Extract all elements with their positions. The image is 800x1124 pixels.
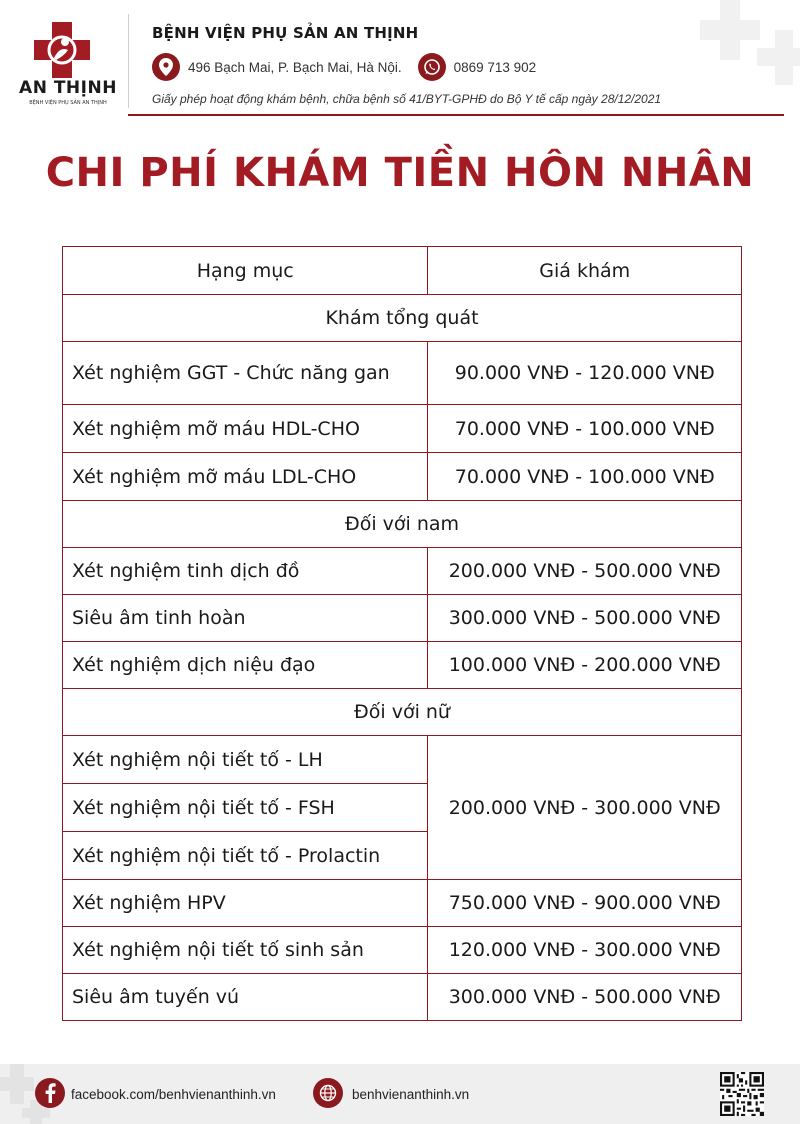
item-cell: Xét nghiệm mỡ máu HDL-CHO (63, 405, 428, 453)
price-table (62, 246, 742, 1021)
whatsapp-phone-icon (418, 53, 446, 81)
header-divider (128, 14, 129, 108)
qr-code-icon[interactable] (720, 1072, 764, 1116)
page-footer (0, 1064, 800, 1124)
price-cell: 120.000 VNĐ - 300.000 VNĐ (428, 927, 742, 974)
contact-row (152, 52, 536, 82)
section-title: Khám tổng quát (63, 295, 742, 342)
section-row (63, 501, 742, 548)
address-text: 496 Bạch Mai, P. Bạch Mai, Hà Nội. (188, 59, 402, 75)
price-cell: 70.000 VNĐ - 100.000 VNĐ (428, 453, 742, 501)
location-pin-icon (152, 53, 180, 81)
price-cell: 750.000 VNĐ - 900.000 VNĐ (428, 880, 742, 927)
price-cell: 70.000 VNĐ - 100.000 VNĐ (428, 405, 742, 453)
phone-text[interactable]: 0869 713 902 (453, 59, 537, 75)
price-cell-merged: 200.000 VNĐ - 300.000 VNĐ (428, 736, 742, 880)
price-cell: 300.000 VNĐ - 500.000 VNĐ (428, 974, 742, 1021)
hospital-logo (18, 12, 118, 112)
table-row (63, 342, 742, 405)
table-row (63, 453, 742, 501)
item-cell: Xét nghiệm nội tiết tố - FSH (63, 784, 428, 832)
section-title: Đối với nữ (63, 689, 742, 736)
logo-subtitle: BỆNH VIỆN PHỤ SẢN AN THỊNH (29, 100, 107, 106)
table-row (63, 642, 742, 689)
header-underline (128, 114, 784, 116)
section-row (63, 689, 742, 736)
website-link[interactable]: benhvienanthinh.vn (352, 1087, 470, 1102)
table-row (63, 880, 742, 927)
hospital-name: BỆNH VIỆN PHỤ SẢN AN THỊNH (152, 24, 419, 42)
section-row (63, 295, 742, 342)
globe-icon[interactable] (313, 1078, 343, 1108)
page-header (0, 0, 800, 118)
license-text: Giấy phép hoạt động khám bệnh, chữa bệnh số 41/BYT-GPHĐ do Bộ Y tế cấp ngày 28/12/2021 (152, 92, 662, 106)
logo-name: AN THỊNH (19, 78, 117, 98)
item-cell: Xét nghiệm dịch niệu đạo (63, 642, 428, 689)
page-title: CHI PHÍ KHÁM TIỀN HÔN NHÂN (45, 150, 755, 196)
price-cell: 90.000 VNĐ - 120.000 VNĐ (428, 342, 742, 405)
section-title: Đối với nam (63, 501, 742, 548)
table-row (63, 736, 742, 784)
item-cell: Siêu âm tinh hoàn (63, 595, 428, 642)
item-cell: Xét nghiệm nội tiết tố - Prolactin (63, 832, 428, 880)
item-cell: Siêu âm tuyến vú (63, 974, 428, 1021)
table-row (63, 927, 742, 974)
table-row (63, 405, 742, 453)
item-cell: Xét nghiệm nội tiết tố sinh sản (63, 927, 428, 974)
medical-cross-icon (32, 20, 92, 80)
price-cell: 200.000 VNĐ - 500.000 VNĐ (428, 548, 742, 595)
table-row (63, 595, 742, 642)
header-item: Hạng mục (63, 247, 428, 295)
table-row (63, 548, 742, 595)
item-cell: Xét nghiệm mỡ máu LDL-CHO (63, 453, 428, 501)
table-row (63, 974, 742, 1021)
item-cell: Xét nghiệm tinh dịch đồ (63, 548, 428, 595)
table-header-row (63, 247, 742, 295)
price-cell: 300.000 VNĐ - 500.000 VNĐ (428, 595, 742, 642)
price-cell: 100.000 VNĐ - 200.000 VNĐ (428, 642, 742, 689)
item-cell: Xét nghiệm GGT - Chức năng gan (63, 342, 428, 405)
facebook-icon[interactable] (35, 1078, 65, 1108)
decorative-crosses (660, 0, 800, 100)
item-cell: Xét nghiệm HPV (63, 880, 428, 927)
header-price: Giá khám (428, 247, 742, 295)
facebook-link[interactable]: facebook.com/benhvienanthinh.vn (71, 1087, 276, 1102)
item-cell: Xét nghiệm nội tiết tố - LH (63, 736, 428, 784)
